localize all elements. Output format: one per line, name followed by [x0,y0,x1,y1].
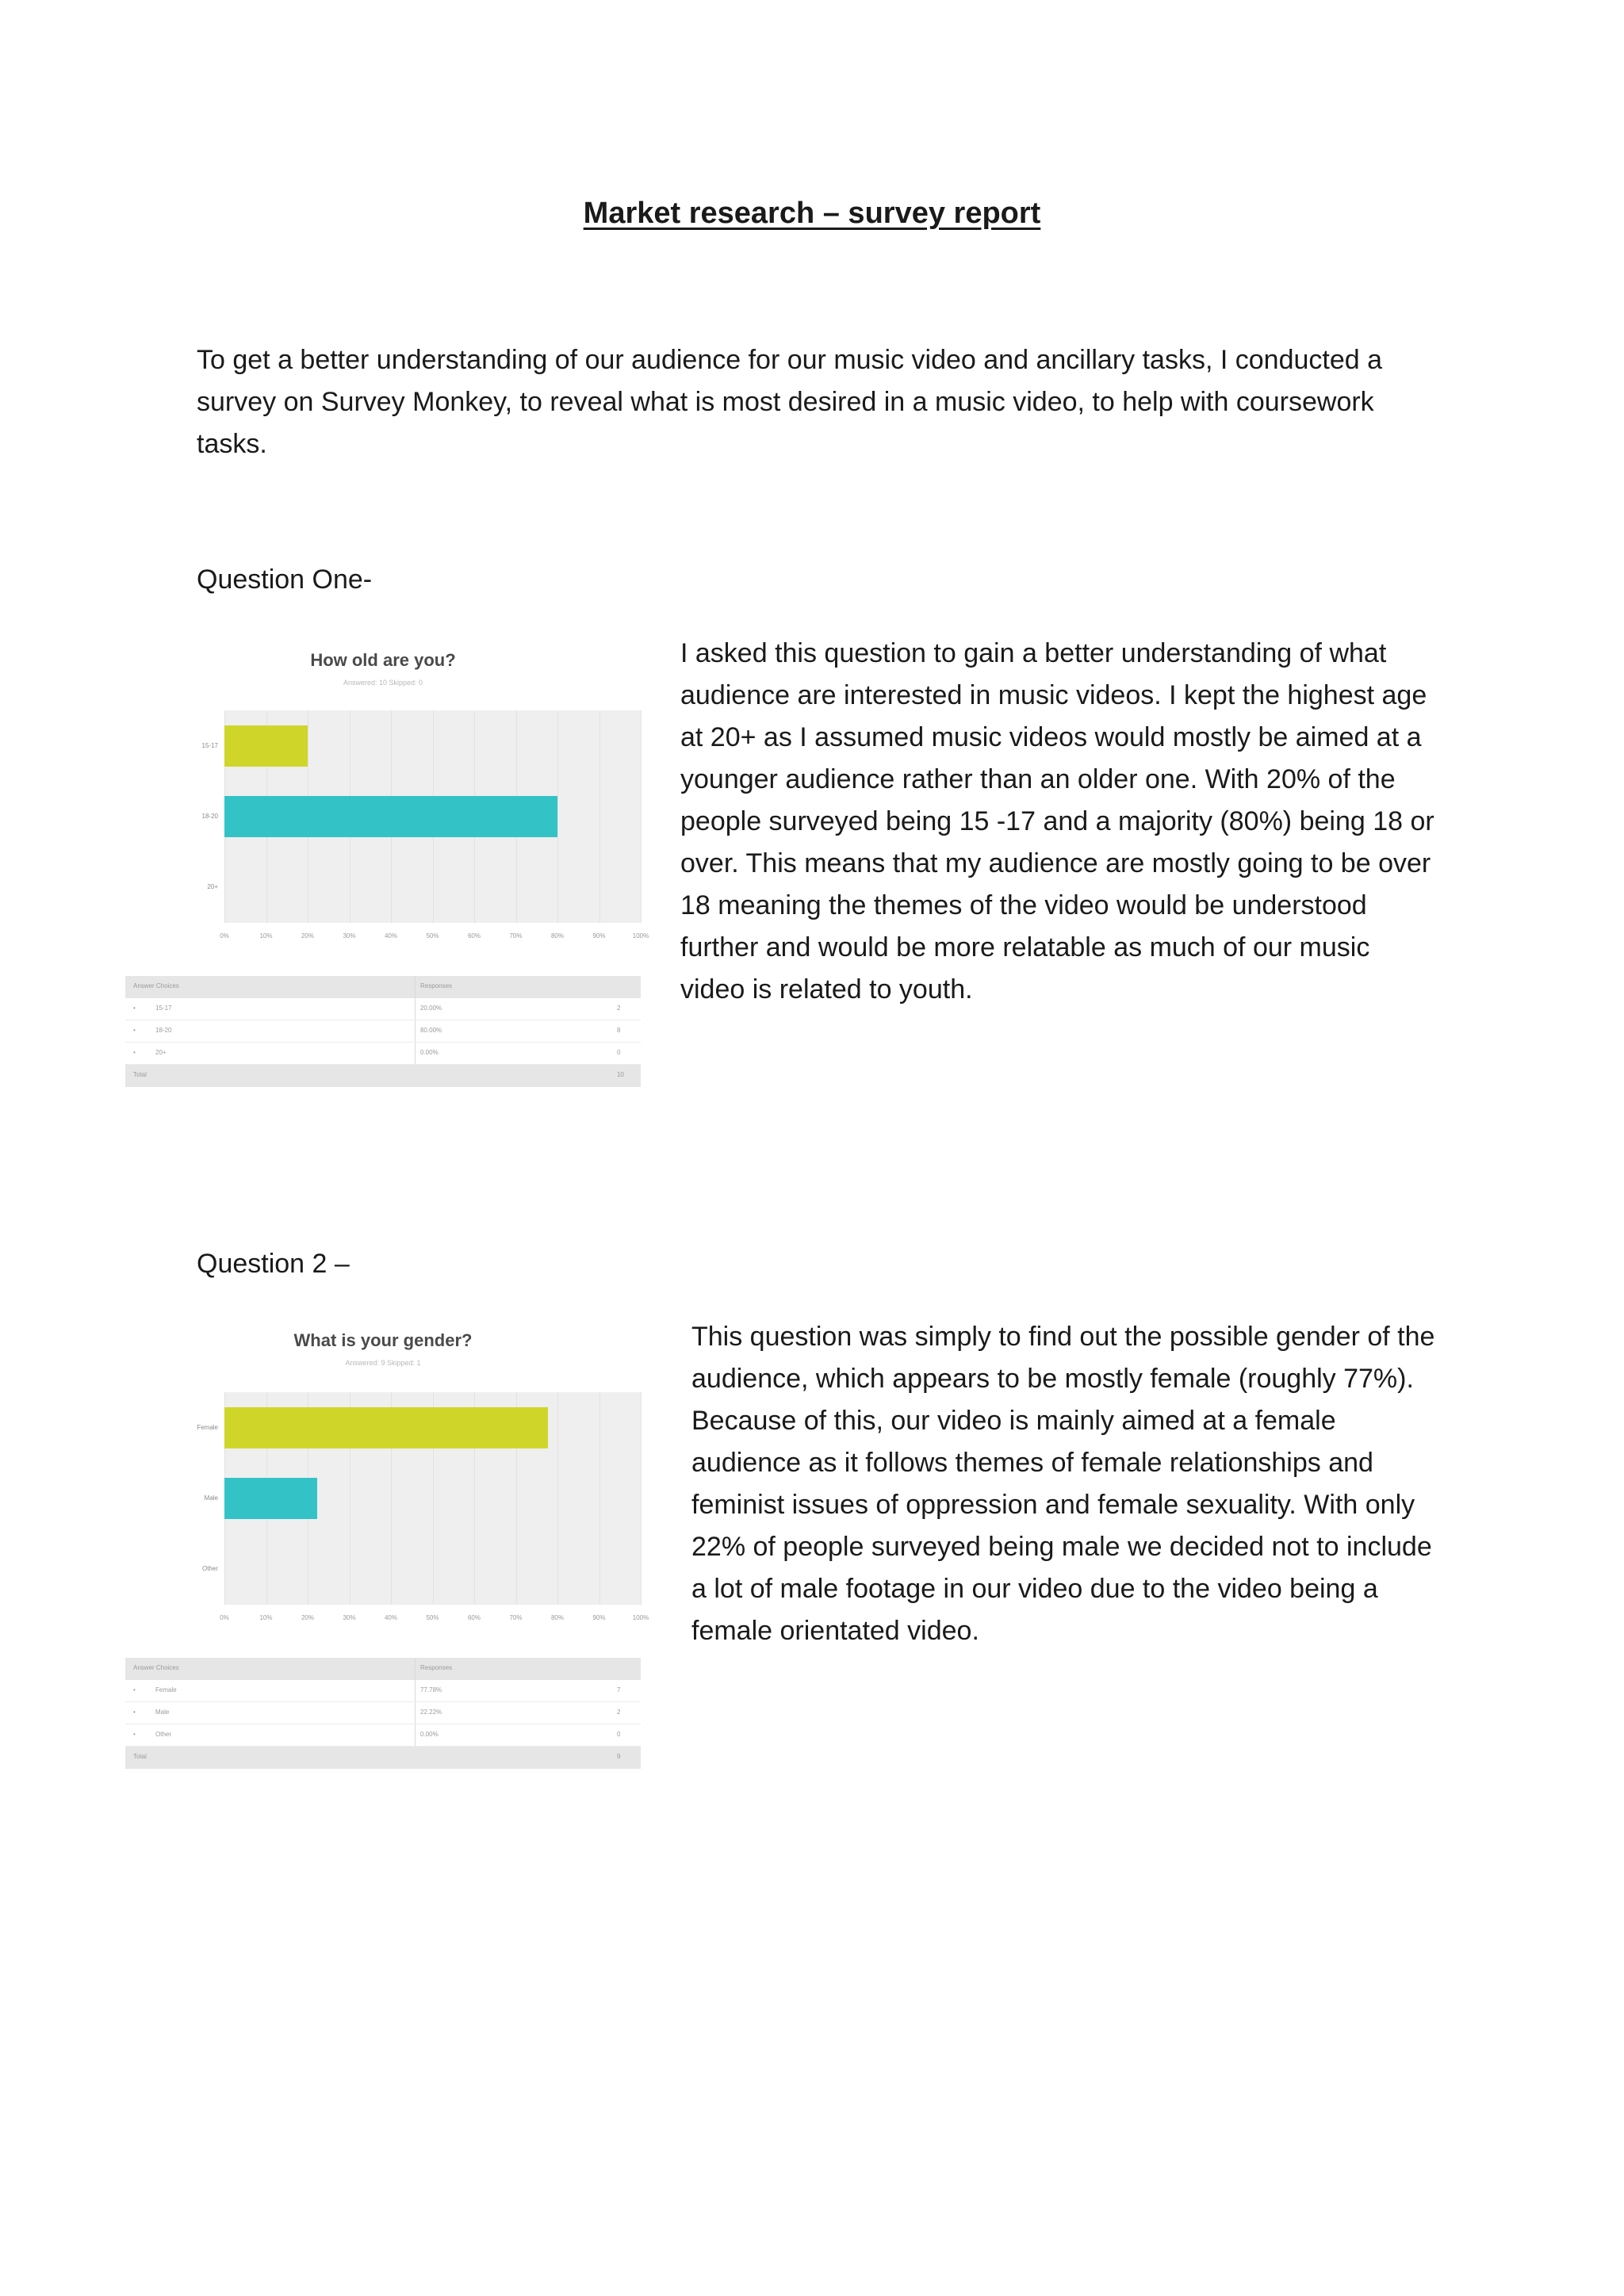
responses-table [125,1658,641,1769]
category-label: Female [197,1423,218,1431]
x-tick-label: 60% [467,932,481,939]
x-tick-label: 100% [632,932,649,939]
chart-subtitle: Answered: 9 Skipped: 1 [345,1359,421,1367]
x-tick-label: 50% [426,932,439,939]
gridline [641,1392,642,1605]
row-count: 0 [617,1049,621,1056]
chart-title: How old are you? [310,650,456,670]
gridline [599,1392,600,1605]
gridline [641,710,642,923]
x-tick-label: 100% [632,1614,649,1621]
table-header [125,976,641,998]
table-row: • Other 0.00% 0 [125,1724,641,1747]
category-label: 15-17 [201,741,218,749]
bar-female [224,1407,548,1448]
table-footer [125,1065,641,1087]
row-percent: 20.00% [420,1004,442,1012]
question-one-text: I asked this question to gain a better understanding of what audience are interested in music videos. I kept the highest age at 20+ as I assumed music videos would mostly be aimed at a younger audience rather than an older one. With 20% of the people surveyed being 15 -17 and a majority (80%) being 18 or over. This means that my audience are mostly going to be over 18 meaning the themes of the video would be understood further and would be more relatable as much of our music video is related to youth. [680,638,1434,1004]
x-tick-label: 80% [550,932,564,939]
x-tick-label: 20% [301,932,314,939]
bar-18-20 [224,796,557,837]
gender-chart-screenshot [125,1322,649,1774]
x-tick-label: 80% [550,1614,564,1621]
x-tick-label: 10% [259,1614,273,1621]
header-responses: Responses [420,982,453,989]
x-tick-label: 90% [592,1614,606,1621]
row-choice: 15-17 [155,1004,172,1012]
x-tick-label: 70% [509,932,523,939]
row-count: 2 [617,1709,621,1716]
row-choice: 20+ [155,1049,167,1056]
row-count: 2 [617,1004,621,1012]
table-row: • 15-17 20.00% 2 [125,998,641,1020]
x-tick-label: 10% [259,932,273,939]
row-count: 7 [617,1686,621,1693]
row-percent: 0.00% [420,1049,439,1056]
table-row: • 20+ 0.00% 0 [125,1043,641,1065]
bar-male [224,1478,317,1519]
page-title: Market research – survey report [583,197,1041,230]
header-responses: Responses [420,1664,453,1671]
table-row: • Female 77.78% 7 [125,1680,641,1702]
x-tick-label: 20% [301,1614,314,1621]
row-choice: Other [155,1731,172,1738]
question-two-heading: Question 2 – [197,1249,350,1279]
x-tick-label: 60% [467,1614,481,1621]
row-percent: 22.22% [420,1709,442,1716]
gridline [557,710,558,923]
row-count: 8 [617,1027,621,1034]
total-label: Total [133,1071,147,1078]
gridline [557,1392,558,1605]
row-choice: 18-20 [155,1027,172,1034]
bar-15-17 [224,725,308,767]
chart-plot-area [224,710,641,923]
x-tick-label: 40% [384,932,397,939]
row-percent: 0.00% [420,1731,439,1738]
question-one-heading: Question One- [197,564,373,595]
category-label: Other [201,1565,218,1573]
gridline [599,710,600,923]
category-label: 20+ [207,883,218,891]
chart-subtitle: Answered: 10 Skipped: 0 [343,679,423,687]
x-tick-label: 30% [343,1614,356,1621]
x-tick-label: 90% [592,932,606,939]
row-choice: Female [155,1686,177,1693]
x-tick-label: 30% [343,932,356,939]
x-tick-label: 0% [220,1614,229,1621]
header-answer-choices: Answer Choices [133,982,179,989]
responses-table [125,976,641,1087]
chart-title: What is your gender? [293,1330,473,1350]
row-percent: 80.00% [420,1027,442,1034]
row-percent: 77.78% [420,1686,442,1693]
x-tick-label: 40% [384,1614,397,1621]
total-label: Total [133,1753,147,1760]
x-tick-label: 70% [509,1614,523,1621]
header-answer-choices: Answer Choices [133,1664,179,1671]
row-count: 0 [617,1731,621,1738]
chart-plot-area [224,1392,641,1605]
age-chart-screenshot [125,641,649,1093]
intro-paragraph: To get a better understanding of our audience for our music video and ancillary tasks, I conducted a survey on Survey Monkey, to reveal what is most desired in a music video, to help with coursework tasks. [197,345,1383,459]
total-value: 10 [617,1071,624,1078]
row-choice: Male [155,1709,170,1716]
table-footer [125,1747,641,1769]
table-row: • 18-20 80.00% 8 [125,1020,641,1043]
x-tick-label: 0% [220,932,229,939]
category-label: Male [204,1494,218,1502]
table-row: • Male 22.22% 2 [125,1702,641,1724]
category-label: 18-20 [201,813,218,820]
table-header [125,1658,641,1680]
total-value: 9 [617,1753,621,1760]
x-tick-label: 50% [426,1614,439,1621]
question-two-text: This question was simply to find out the possible gender of the audience, which appears to be mostly female (roughly 77%). Because of this, our video is mainly aimed at a female audience as it follows themes of female relationships and feminist issues of oppression and female sexuality. With only 22% of people surveyed being male we decided not to include a lot of male footage in our video due to the video being a female orientated video. [691,1322,1435,1646]
